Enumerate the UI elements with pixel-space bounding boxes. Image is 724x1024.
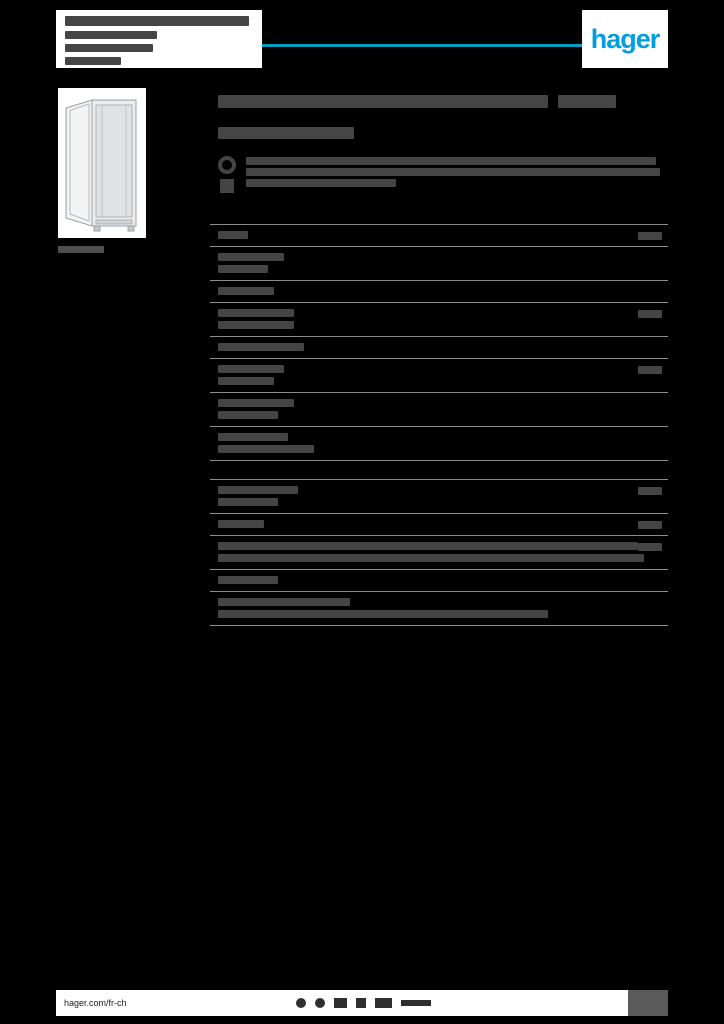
spec-row <box>210 536 668 570</box>
spec-value-bar <box>638 310 662 318</box>
cert-mark-1-icon <box>315 998 325 1008</box>
spec-row <box>210 514 668 536</box>
spec-row <box>210 427 668 461</box>
spec-label-bar <box>218 365 284 373</box>
spec-row <box>210 359 668 393</box>
spec-value-bar <box>638 543 662 551</box>
redacted-text-bar <box>218 95 548 108</box>
redacted-text-bar <box>65 44 153 52</box>
redacted-text-bar <box>246 168 660 176</box>
spec-row <box>210 281 668 303</box>
certification-ring-icon <box>218 156 236 174</box>
image-caption-bar <box>58 246 104 253</box>
spec-label-bar <box>218 411 278 419</box>
heading-line-1 <box>218 95 616 108</box>
spec-row <box>210 592 668 626</box>
spec-row <box>210 479 668 514</box>
redacted-text-bar <box>246 157 656 165</box>
redacted-text-bar <box>218 127 354 139</box>
spec-label-bar <box>218 287 274 295</box>
spec-label-bar <box>218 399 294 407</box>
footer-certification-marks <box>296 990 431 1016</box>
accent-rule <box>262 44 582 47</box>
spec-label-bar <box>218 309 294 317</box>
spec-label-bar <box>218 377 274 385</box>
product-image <box>58 88 146 238</box>
spec-label-bar <box>218 231 248 239</box>
enclosure-cabinet-illustration <box>58 88 146 238</box>
spec-label-bar <box>218 486 298 494</box>
hager-logo: hager <box>590 23 660 54</box>
spec-value-bar <box>638 487 662 495</box>
footer <box>56 990 668 1016</box>
spec-label-bar <box>218 321 294 329</box>
spec-row <box>210 225 668 247</box>
spec-label-bar <box>218 498 278 506</box>
logo-box <box>582 10 668 68</box>
cert-mark-3-icon <box>356 998 366 1008</box>
redacted-text-bar <box>65 16 249 26</box>
redacted-text-bar <box>558 95 616 108</box>
header-title-block <box>56 10 262 68</box>
fine-print-bar <box>401 1000 431 1006</box>
cert-mark-4-icon <box>375 998 392 1008</box>
certification-badge-icon <box>220 179 234 193</box>
spec-label-bar <box>218 343 304 351</box>
spec-label-bar <box>218 542 638 550</box>
intro-block <box>218 156 660 193</box>
spec-value-bar <box>638 521 662 529</box>
heading-line-2 <box>218 127 616 139</box>
spec-value-bar <box>638 232 662 240</box>
redacted-text-bar <box>246 179 396 187</box>
ce-mark-icon <box>296 998 306 1008</box>
spec-label-bar <box>218 520 264 528</box>
product-heading <box>218 95 616 158</box>
spec-label-bar <box>218 253 284 261</box>
spec-row <box>210 303 668 337</box>
spec-row <box>210 337 668 359</box>
cert-mark-2-icon <box>334 998 347 1008</box>
footer-website-link[interactable]: hager.com/fr-ch <box>64 998 127 1008</box>
footer-page-block <box>628 990 668 1016</box>
spec-label-bar <box>218 433 288 441</box>
spec-label-bar <box>218 445 314 453</box>
spec-label-bar <box>218 576 278 584</box>
redacted-text-bar <box>65 57 121 65</box>
spec-label-bar <box>218 265 268 273</box>
intro-icons <box>218 156 238 193</box>
spec-value-bar <box>638 366 662 374</box>
spec-table <box>210 224 668 626</box>
intro-text-lines <box>246 156 660 193</box>
spec-label-bar <box>218 554 644 562</box>
spec-row <box>210 570 668 592</box>
spec-label-bar <box>218 598 350 606</box>
spec-row <box>210 393 668 427</box>
spec-label-bar <box>218 610 548 618</box>
redacted-text-bar <box>65 31 157 39</box>
spec-row <box>210 247 668 281</box>
